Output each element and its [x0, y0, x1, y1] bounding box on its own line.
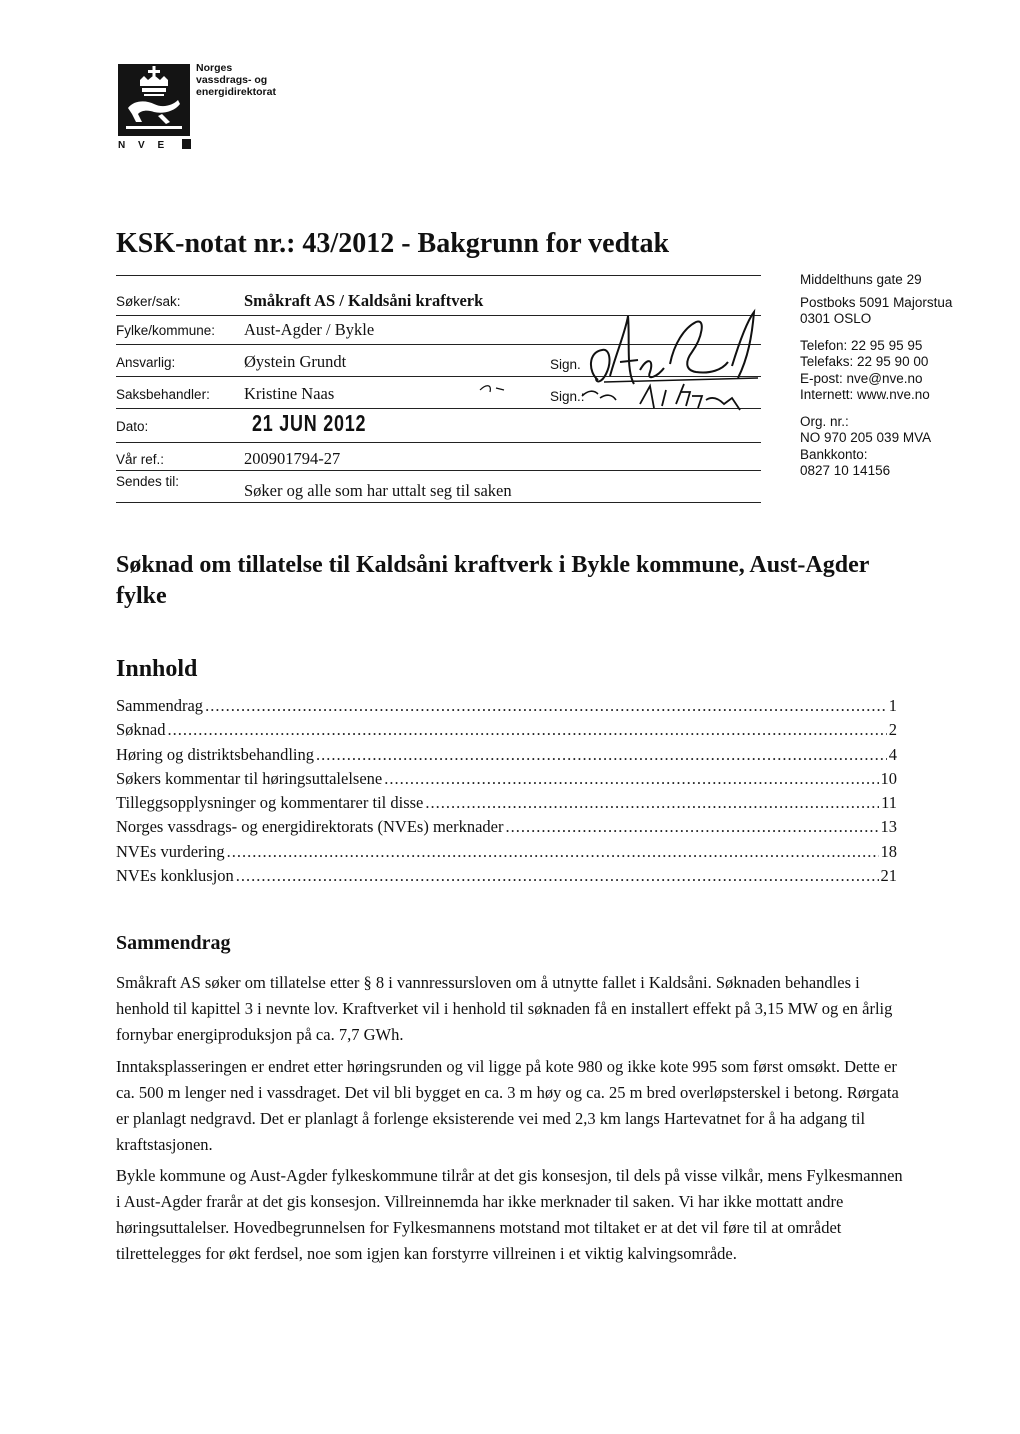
- toc-title: Sammendrag: [116, 696, 204, 715]
- contact-block: [800, 272, 952, 480]
- address-line: Middelthuns gate 29: [800, 272, 922, 287]
- toc-title: NVEs konklusjon: [116, 866, 234, 886]
- toc-page: 21: [880, 866, 897, 886]
- summary-paragraph: Bykle kommune og Aust-Agder fylkeskommune tilrår at det gis konsesjon, til dels på visse vilkår, mens Fylkesmannen i Aust-Agder frarår at det gis konsesjon. Villreinnemda har ikke merknader til saken. Vi har ikke mottatt andre høringsuttalelser. Hovedbegrunnelsen for Fylkesmannens motstand mot tiltaket er at det vil føre til at området tilrettelegges for økt ferdsel, noe som igjen kan forstyrre villreinen i et viktig kalvingsområde.: [116, 1166, 903, 1263]
- sign-label: Sign.: [550, 357, 581, 372]
- summary-paragraph: Småkraft AS søker om tillatelse etter § 8 i vannressursloven om å utnytte fallet i Kaldsåni. Søknaden behandles i henhold til kapittel 3 i nevnte lov. Kraftverket vil i henhold til søknaden få en installert effekt på 3,15 MW og en årlig fornybar energiproduksjon på ca. 7,7 GWh.: [116, 973, 893, 1044]
- crest-icon: [118, 64, 190, 136]
- var-ref-value: 200901794-27: [244, 449, 341, 468]
- org-value: NO 970 205 039 MVA: [800, 430, 932, 445]
- summary-heading: Sammendrag: [116, 932, 231, 954]
- toc-title: Høring og distriktsbehandling: [116, 744, 314, 764]
- toc-item[interactable]: [116, 793, 897, 817]
- toc-page: 4: [888, 744, 897, 764]
- internett: Internett: www.nve.no: [800, 387, 930, 402]
- address-line: Postboks 5091 Majorstua: [800, 294, 953, 310]
- toc-page: 11: [881, 793, 897, 813]
- toc-title: Norges vassdrags- og energidirektorats (NVEs) merknader: [116, 817, 504, 837]
- saksbehandler-label: Saksbehandler:: [116, 387, 210, 402]
- toc-page: 2: [888, 720, 897, 740]
- telefon: Telefon: 22 95 95 95: [800, 337, 923, 353]
- toc-title: NVEs vurdering: [116, 841, 225, 861]
- dato-stamp: 21 JUN 2012: [252, 410, 367, 436]
- sendes-label: Sendes til:: [116, 474, 180, 489]
- logo-square: [182, 139, 191, 149]
- telefaks: Telefaks: 22 95 90 00: [800, 354, 929, 369]
- saksbehandler-value: Kristine Naas: [244, 384, 335, 403]
- divider: [116, 470, 761, 471]
- sign-label-2: Sign.:: [550, 389, 585, 404]
- bank-value: 0827 10 14156: [800, 463, 891, 478]
- toc-item[interactable]: [116, 769, 897, 793]
- ansvarlig-label: Ansvarlig:: [116, 355, 176, 370]
- toc-title: Tilleggsopplysninger og kommentarer til disse: [116, 793, 424, 813]
- dato-label: Dato:: [116, 419, 149, 434]
- divider: [116, 502, 761, 503]
- toc-title: Søknad: [116, 720, 166, 740]
- logo-text: [196, 62, 276, 98]
- toc-item[interactable]: [116, 866, 897, 890]
- toc-item[interactable]: [116, 696, 897, 720]
- divider: [116, 275, 761, 276]
- logo-line: energidirektorat: [196, 86, 276, 98]
- address-line: 0301 OSLO: [800, 311, 872, 326]
- soker-label: Søker/sak:: [116, 294, 181, 309]
- epost: E-post: nve@nve.no: [800, 370, 923, 386]
- toc-item[interactable]: [116, 720, 897, 744]
- sendes-value: Søker og alle som har uttalt seg til saken: [244, 481, 512, 500]
- table-of-contents: [116, 696, 897, 890]
- divider: [116, 442, 761, 443]
- toc-page: 10: [880, 768, 897, 788]
- soker-value: Småkraft AS / Kaldsåni kraftverk: [244, 291, 484, 310]
- toc-item[interactable]: [116, 745, 897, 769]
- toc-title: Søkers kommentar til høringsuttalelsene: [116, 768, 383, 788]
- toc-heading: Innhold: [116, 656, 198, 682]
- nve-logo: [118, 64, 190, 136]
- bank-label: Bankkonto:: [800, 446, 868, 462]
- fylke-value: Aust-Agder / Bykle: [244, 320, 375, 339]
- toc-page: 18: [880, 841, 897, 861]
- toc-item[interactable]: [116, 817, 897, 841]
- toc-page: 13: [880, 817, 897, 837]
- org-label: Org. nr.:: [800, 413, 849, 429]
- toc-item[interactable]: [116, 842, 897, 866]
- logo-line: vassdrags- og: [196, 74, 268, 86]
- subject-heading: Søknad om tillatelse til Kaldsåni kraftverk i Bykle kommune, Aust-Agder fylke: [116, 552, 869, 609]
- document-title: KSK-notat nr.: 43/2012 - Bakgrunn for vedtak: [116, 228, 670, 259]
- ansvarlig-value: Øystein Grundt: [244, 352, 347, 371]
- logo-line: Norges: [196, 62, 233, 74]
- toc-page: 1: [888, 696, 897, 715]
- summary-paragraph: Inntaksplasseringen er endret etter høringsrunden og vil ligge på kote 980 og ikke kote 995 som først omsøkt. Dette er ca. 500 m lenger ned i vassdraget. Det vil bli bygget en ca. 3 m høy og ca. 25 m bred overløpsterskel i betong. Rørgata er planlagt nedgravd. Det er planlagt å forlenge eksisterende vei med 2,3 km langs Hartevatnet for å ha adgang til kraftstasjonen.: [116, 1057, 899, 1154]
- var-ref-label: Vår ref.:: [116, 452, 165, 467]
- signature-drawing: [470, 300, 770, 415]
- fylke-label: Fylke/kommune:: [116, 323, 216, 338]
- logo-abbreviation: N V E: [118, 140, 170, 151]
